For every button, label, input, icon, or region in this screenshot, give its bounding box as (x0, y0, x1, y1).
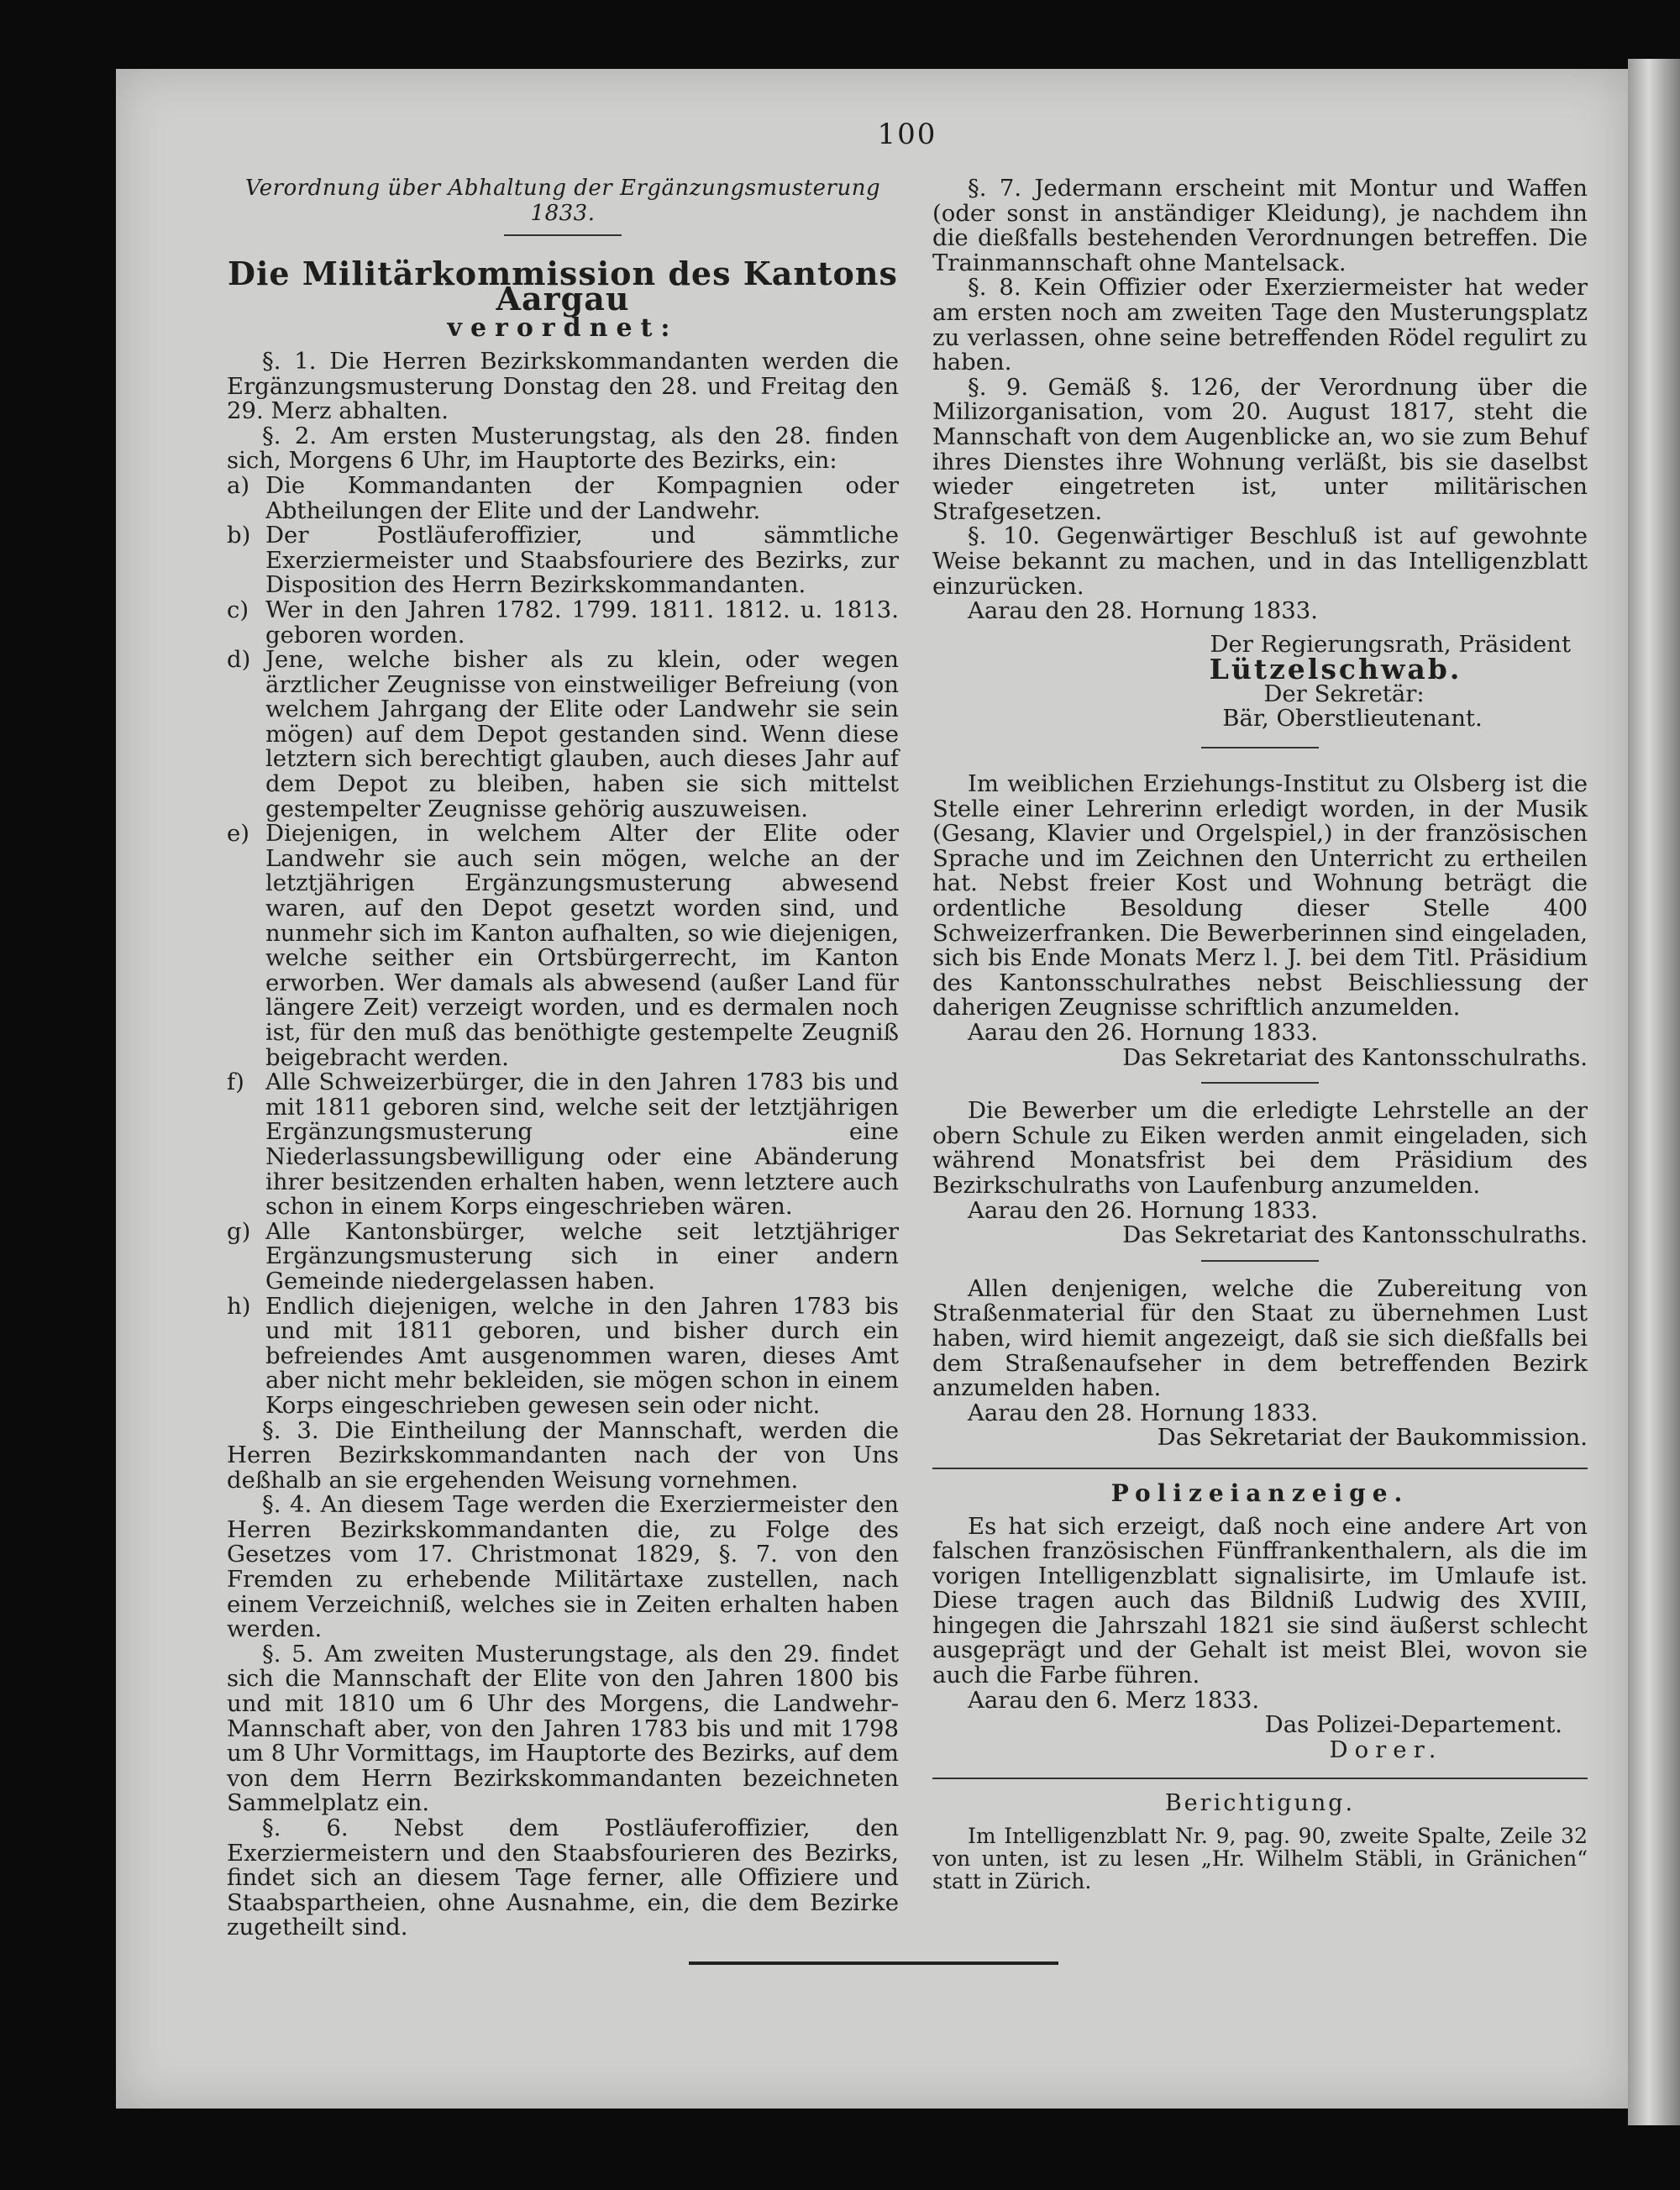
section-10: §. 10. Gegenwärtiger Beschluß ist auf gewohnte Weise bekannt zu machen, und in das Intelligenzblatt einzurücken. (932, 523, 1588, 600)
signature-name: Lützelschwab. (1209, 653, 1462, 686)
notice-eiken: Die Bewerber um die erledigte Lehrstelle an der obern Schule zu Eiken werden anmit eingeladen, sich während Monatsfrist bei dem Präsidium des Bezirkschulraths von Laufenburg anzumelden. (932, 1097, 1588, 1199)
section-2: §. 2. Am ersten Musterungstag, als den 28. finden sich, Morgens 6 Uhr, im Hauptorte des Bezirks, ein: (227, 422, 899, 475)
page-number: 100 (877, 118, 937, 151)
item-text: Die Kommandanten der Kompagnien oder Abtheilungen der Elite und der Landwehr. (265, 471, 899, 524)
divider (1201, 1082, 1319, 1084)
item-text: Wer in den Jahren 1782. 1799. 1811. 1812. u. 1813. geboren worden. (265, 596, 899, 649)
item-text: Endlich diejenigen, welche in den Jahren 1783 bis und mit 1811 geboren, und bisher durch ein befreiendes Amt ausgenommen waren, dieses Amt aber nicht mehr bekleiden, sie mögen schon in einem Korps eingeschrieben gewesen sein oder nicht. (265, 1292, 899, 1419)
title-divider (504, 234, 622, 236)
item-label: f) (227, 1069, 244, 1096)
secretary-role: Der Sekretär: (1263, 680, 1425, 707)
police-title: Polizeianzeige. (1110, 1478, 1410, 1507)
item-text: Der Postläuferoffizier, und sämmtliche Exerziermeister und Staabsfouriere des Bezirks, zur Disposition des Herrn Bezirkskommandanten. (265, 522, 899, 599)
section-7: §. 7. Jedermann erscheint mit Montur und Waffen (oder sonst in anständiger Kleidung), je nachdem ihn die dießfalls bestehenden Verordnungen betreffen. Die Trainmannschaft ohne Mantelsack. (932, 175, 1588, 276)
item-text: Alle Kantonsbürger, welche seit letztjähriger Ergänzungsmusterung sich in einer andern Gemeinde niedergelassen haben. (265, 1217, 899, 1295)
correction-title: Berichtigung. (1164, 1790, 1356, 1817)
section-6: §. 6. Nebst dem Postläuferoffizier, den Exerziermeistern und den Staabsfourieren des Bezirks, findet sich an diesem Tage ferner, alle Offiziere und Staabspartheien, ohne Ausnahme, ein, die dem Bezirke zugetheilt sind. (227, 1814, 899, 1941)
section-divider (932, 1778, 1588, 1779)
list-item (227, 1292, 899, 1419)
police-date: Aarau den 6. Merz 1833. (968, 1686, 1260, 1714)
correction-text: Im Intelligenzblatt Nr. 9, pag. 90, zweite Spalte, Zeile 32 von unten, ist zu lesen „Hr. Wilhelm Stäbli, in Gränichen“ statt in Zürich. (932, 1824, 1588, 1894)
item-label: c) (227, 596, 249, 623)
notice-strassen: Allen denjenigen, welche die Zubereitung von Straßenmaterial für den Staat zu übernehmen Lust haben, wird hiemit angezeigt, daß sie sich dießfalls bei dem Straßenaufseher in dem betreffenden Bezirk anzumelden haben. (932, 1274, 1588, 1402)
item-label: e) (227, 820, 250, 848)
police-notice: Es hat sich erzeigt, daß noch eine andere Art von falschen französischen Fünffrankenthalern, als die im vorigen Intelligenzblatt signalisirte, im Umlaufe ist. Diese tragen auch das Bildniß Ludwig des XVIII, hingegen die Jahrszahl 1821 sie sind äußerst schlecht ausgeprägt und der Gehalt ist meist Blei, wovon sie auch die Farbe führen. (932, 1512, 1588, 1689)
page-edge (1628, 59, 1680, 2125)
item-label: d) (227, 646, 251, 674)
police-name: Dorer. (1329, 1736, 1443, 1763)
right-column (932, 176, 1588, 1893)
list-item (227, 471, 899, 524)
section-5: §. 5. Am zweiten Musterungstage, als den 29. findet sich die Mannschaft der Elite von den Jahren 1800 bis und mit 1810 um 6 Uhr des Morgens, die Landwehr-Mannschaft aber, von den Jahren 1783 bis und mit 1798 um 8 Uhr Vormittags, im Hauptorte des Bezirks, auf dem von dem Herrn Bezirkskommandanten bezeichneten Sammelplatz ein. (227, 1640, 899, 1817)
divider (1201, 1260, 1319, 1262)
notice-strassen-signature: Das Sekretariat der Baukommission. (1157, 1424, 1588, 1452)
list-item (227, 1070, 899, 1220)
list-item (227, 1217, 899, 1295)
decree-verb: verordnet: (447, 313, 679, 344)
section-2-list (227, 471, 899, 1419)
police-signature: Das Polizei-Departement. (1264, 1711, 1562, 1739)
section-divider (932, 1468, 1588, 1469)
ordinance-title: Verordnung über Abhaltung der Ergänzungsmusterung 1833. (244, 176, 881, 226)
section-1: §. 1. Die Herren Bezirkskommandanten werden die Ergänzungsmusterung Donstag den 28. und Freitag den 29. Merz abhalten. (227, 347, 899, 425)
item-text: Jene, welche bisher als zu klein, oder wegen ärztlicher Zeugnisse von einstweiliger Befreiung (von welchem Jahrgang der Elite oder Landwehr sie sein mögen) auf dem Depot gestanden sind. Wenn diese letztern sich berechtigt glauben, auch dieses Jahr auf dem Depot zu bleiben, haben sie sich mittelst gestempelter Zeugnisse gehörig auszuweisen. (265, 646, 899, 822)
section-9: §. 9. Gemäß §. 126, der Verordnung über die Milizorganisation, vom 20. August 1817, steht die Mannschaft von dem Augenblicke an, wo sie zum Behuf ihres Dienstes ihre Wohnung verläßt, bis sie daselbst wieder eingetreten ist, unter militärischen Strafgesetzen. (932, 373, 1588, 525)
left-column (227, 176, 899, 1941)
list-item (227, 598, 899, 648)
section-8: §. 8. Kein Offizier oder Exerziermeister hat weder am ersten noch am zweiten Tage den Musterungsplatz zu verlassen, ohne seine betreffenden Rödel regulirt zu haben. (932, 274, 1588, 376)
ordinance-date: Aarau den 28. Hornung 1833. (968, 597, 1318, 625)
item-label: h) (227, 1292, 251, 1320)
list-item (227, 648, 899, 822)
signature-role: Der Regierungsrath, Präsident (1210, 630, 1571, 658)
commission-title: Die Militärkommission des Kantons Aargau (228, 255, 898, 318)
notice-olsberg: Im weiblichen Erziehungs-Institut zu Olsberg ist die Stelle einer Lehrerinn erledigt worden, in der Musik (Gesang, Klavier und Orgelspiel,) in der französischen Sprache und im Zeichnen den Unterricht zu ertheilen hat. Nebst freier Kost und Wohnung beträgt die ordentliche Besoldung dieser Stelle 400 Schweizerfranken. Die Bewerberinnen sind eingeladen, sich bis Ende Monats Merz l. J. bei dem Titl. Präsidium des Kantonsschulrathes nebst Beischliessung der daherigen Zeugnisse schriftlich anzumelden. (932, 770, 1588, 1021)
notice-eiken-date: Aarau den 26. Hornung 1833. (968, 1196, 1318, 1224)
item-label: b) (227, 522, 251, 549)
notice-olsberg-date: Aarau den 26. Hornung 1833. (968, 1019, 1318, 1046)
page-end-rule (689, 1962, 1058, 1965)
item-text: Alle Schweizerbürger, die in den Jahren 1783 bis und mit 1811 geboren sind, welche seit der letztjährigen Ergänzungsmusterung eine Niederlassungsbewilligung oder eine Abänderung ihrer besitzenden erhalten haben, wenn letztere auch schon in einem Korps eingeschrieben wären. (265, 1069, 899, 1221)
notice-olsberg-signature: Das Sekretariat des Kantonsschulraths. (1122, 1043, 1588, 1071)
secretary-name: Bär, Oberstlieutenant. (1222, 705, 1483, 733)
section-4: §. 4. An diesem Tage werden die Exerziermeister den Herren Bezirkskommandanten die, zu Folge des Gesetzes vom 17. Christmonat 1829, §. 7. von den Fremden zu erhebende Militärtaxe zustellen, nach einem Verzeichniß, welches sie in Zeiten erhalten haben werden. (227, 1491, 899, 1643)
item-label: a) (227, 471, 250, 499)
notice-eiken-signature: Das Sekretariat des Kantonsschulraths. (1122, 1221, 1588, 1249)
divider (1201, 747, 1319, 748)
list-item (227, 822, 899, 1070)
item-label: g) (227, 1217, 251, 1245)
item-text: Diejenigen, in welchem Alter der Elite oder Landwehr sie auch sein mögen, welche an der letztjährigen Ergänzungsmusterung abwesend waren, auf den Depot gesetzt worden sind, und nunmehr sich im Kanton aufhalten, so wie diejenigen, welche seither ein Ortsbürgerrecht, im Kanton erworben. Wer damals als abwesend (außer Land für längere Zeit) verzeigt worden, und es dermalen noch ist, für den muß das benöthigte gestempelte Zeugniß beigebracht werden. (265, 820, 899, 1071)
notice-strassen-date: Aarau den 28. Hornung 1833. (968, 1399, 1318, 1426)
list-item (227, 523, 899, 598)
section-3: §. 3. Die Eintheilung der Mannschaft, werden die Herren Bezirkskommandanten nach der von Uns deßhalb an sie ergehenden Weisung vornehmen. (227, 1416, 899, 1494)
